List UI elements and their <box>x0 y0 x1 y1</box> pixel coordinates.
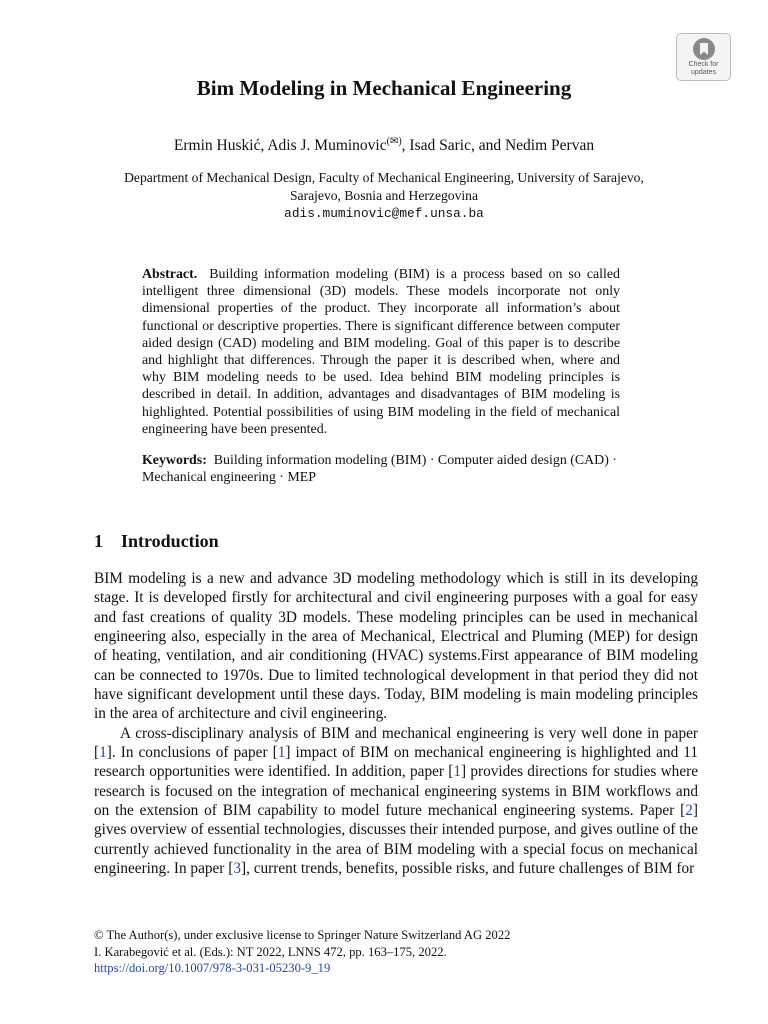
text-run: ]. In conclusions of paper [ <box>106 744 278 762</box>
corresponding-author-mail-icon: (✉) <box>386 136 402 147</box>
introduction-body <box>94 569 698 879</box>
authors-part2: , Isad Saric, and Nedim Pervan <box>401 137 595 155</box>
text-run: ] provides directions for studies where research is focused on the integration of mechanical engineering systems in BIM workflows and on the extension of BIM capability to model future mechanical engineering systems. Paper [ <box>94 763 699 820</box>
text-run: ] gives overview of essential technologies, discusses their intended purpose, and gives outline of the currently achieved functionality in the area of BIM modeling with a special focus on mechanical engineering. In paper [ <box>94 802 698 878</box>
affiliation <box>0 169 768 223</box>
keywords-text: Building information modeling (BIM) · Computer aided design (CAD) · Mechanical engineering · MEP <box>142 453 617 486</box>
intro-paragraph-1: BIM modeling is a new and advance 3D modeling methodology which is still in its developing stage. It is developed firstly for architectural and civil engineering purposes with a goal for easy and fast creations of quality 3D models. These modeling principles can be used in mechanical engineering also, especially in the area of Mechanical, Electrical and Pluming (MEP) for design of heating, ventilation, and air conditioning (HVAC) systems.First appearance of BIM modeling can be connected to 1970s. Due to limited technological development in that period they did not have significant development until these days. Today, BIM modeling is main modeling principles in the area of architecture and civil engineering. <box>94 570 698 723</box>
affiliation-line2: Sarajevo, Bosnia and Herzegovina <box>290 188 478 203</box>
text-run: ], current trends, benefits, possible risks, and future challenges of BIM for <box>240 860 695 878</box>
author-list <box>0 136 768 155</box>
abstract <box>142 266 620 438</box>
abstract-text: Building information modeling (BIM) is a process based on so called intelligent three dimensional (3D) models. These models incorporate not only dimensional properties of the product. They incorporate all information’s about functional or descriptive properties. There is significant difference between computer aided design (CAD) modeling and BIM modeling. Goal of this paper is to describe and highlight that differences. Through the paper it is described when, where and why BIM modeling needs to be used. Idea behind BIM modeling principles is described in detail. In addition, advantages and disadvantages of BIM modeling is highlighted. Potential possibilities of using BIM modeling in the field of mechanical engineering have been presented. <box>142 267 620 437</box>
text-run: ] impact of BIM on mechanical engineering is highlighted and 11 research opportunities were identified. In addition, paper [ <box>94 744 698 781</box>
check-for-updates-badge[interactable] <box>676 33 731 81</box>
citation-link[interactable]: 1 <box>277 744 286 762</box>
citation-link[interactable]: 2 <box>685 802 693 820</box>
text-run: A cross-disciplinary analysis of BIM and mechanical engineering is very well done in paper [ <box>94 724 698 762</box>
citation-link[interactable]: 3 <box>233 860 241 878</box>
citation-info: I. Karabegović et al. (Eds.): NT 2022, LNNS 472, pp. 163–175, 2022. <box>94 944 447 959</box>
doi-link[interactable]: https://doi.org/10.1007/978-3-031-05230-9_19 <box>94 961 331 975</box>
intro-paragraph-2 <box>94 724 698 879</box>
authors-part1: Ermin Huskić, Adis J. Muminovic <box>173 137 387 155</box>
keywords <box>142 452 620 486</box>
affiliation-line1: Department of Mechanical Design, Faculty of Mechanical Engineering, University of Sarajevo, <box>124 170 644 185</box>
paper-title: Bim Modeling in Mechanical Engineering <box>196 76 572 100</box>
badge-label-line2: updates <box>691 69 716 76</box>
badge-label-line1: Check for <box>688 61 719 68</box>
footer <box>94 927 698 977</box>
copyright-notice: © The Author(s), under exclusive license to Springer Nature Switzerland AG 2022 <box>94 928 511 942</box>
author-email[interactable]: adis.muminovic@mef.unsa.ba <box>284 206 484 221</box>
citation-link[interactable]: 1 <box>99 744 107 762</box>
section-number: 1 <box>94 531 103 551</box>
abstract-label: Abstract. <box>142 267 198 282</box>
bookmark-icon <box>691 37 717 61</box>
citation-link[interactable]: 1 <box>453 763 461 781</box>
section-title: Introduction <box>121 531 219 551</box>
keywords-label: Keywords: <box>142 453 207 468</box>
section-heading <box>94 531 219 552</box>
